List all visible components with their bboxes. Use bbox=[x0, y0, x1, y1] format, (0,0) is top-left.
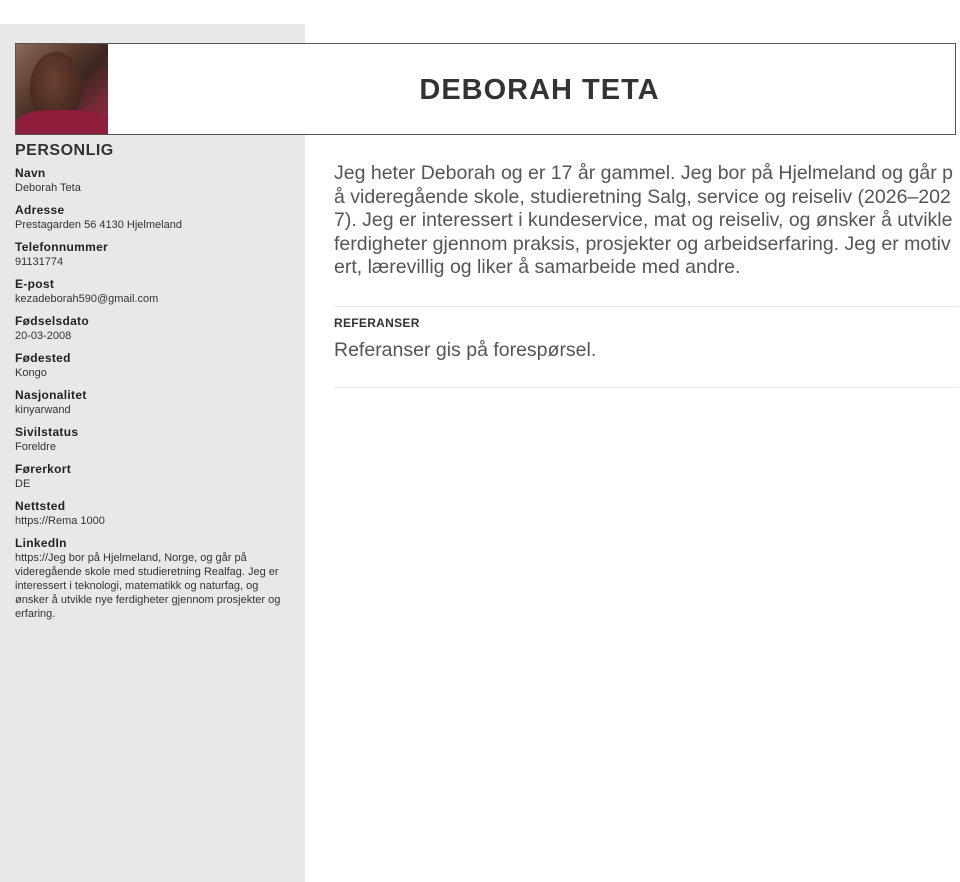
field-value: DE bbox=[15, 478, 31, 490]
field-label: Telefonnummer bbox=[15, 240, 109, 254]
references-text: Referanser gis på forespørsel. bbox=[334, 338, 597, 361]
profile-photo bbox=[16, 44, 108, 134]
divider bbox=[334, 387, 958, 388]
field-value: kinyarwand bbox=[15, 404, 71, 416]
field-value: 20-03-2008 bbox=[15, 330, 72, 342]
field-label: Fødselsdato bbox=[15, 314, 89, 328]
field-value: Foreldre bbox=[15, 441, 56, 453]
field-value: Prestagarden 56 4130 Hjelmeland bbox=[15, 219, 182, 231]
field-value: kezadeborah590@gmail.com bbox=[15, 293, 159, 305]
divider bbox=[334, 306, 958, 307]
field-value: 91131774 bbox=[15, 256, 64, 268]
personal-fields bbox=[15, 166, 287, 621]
field-value: https://Rema 1000 bbox=[15, 515, 105, 527]
personal-heading: PERSONLIG bbox=[15, 142, 114, 159]
field-label: Nettsted bbox=[15, 499, 66, 513]
photo-shirt bbox=[16, 110, 108, 134]
field-value: Deborah Teta bbox=[15, 182, 81, 194]
header bbox=[15, 43, 956, 135]
field-label: Fødested bbox=[15, 351, 71, 365]
intro-text: Jeg heter Deborah og er 17 år gammel. Jeg bor på Hjelmeland og går på videregående skole, studieretning Salg, service og reiseliv (2026–2027). Jeg er interessert i kundeservice, mat og reiseliv, og ønsker å utvikle ferdigheter gjennom praksis, prosjekter og arbeidserfaring. Jeg er motivert, lærevillig og liker å samarbeide med andre. bbox=[334, 162, 953, 278]
main-content bbox=[334, 162, 958, 388]
field-label: Adresse bbox=[15, 203, 65, 217]
field-label: Navn bbox=[15, 166, 46, 180]
references-heading: REFERANSER bbox=[334, 315, 420, 330]
field-label: Nasjonalitet bbox=[15, 388, 87, 402]
field-label: Sivilstatus bbox=[15, 425, 79, 439]
page-title: DEBORAH TETA bbox=[419, 73, 660, 106]
field-value: Kongo bbox=[15, 367, 47, 379]
field-value: https://Jeg bor på Hjelmeland, Norge, og går på videregående skole med studieretning Realfag. Jeg er interessert i teknologi, matematikk og naturfag, og ønsker å utvikle nye ferdigheter gjennom prosjekter og erfaring. bbox=[15, 552, 281, 620]
personal-section bbox=[15, 142, 287, 629]
field-label: Førerkort bbox=[15, 462, 72, 476]
field-label: E-post bbox=[15, 277, 55, 291]
field-label: LinkedIn bbox=[15, 536, 67, 550]
